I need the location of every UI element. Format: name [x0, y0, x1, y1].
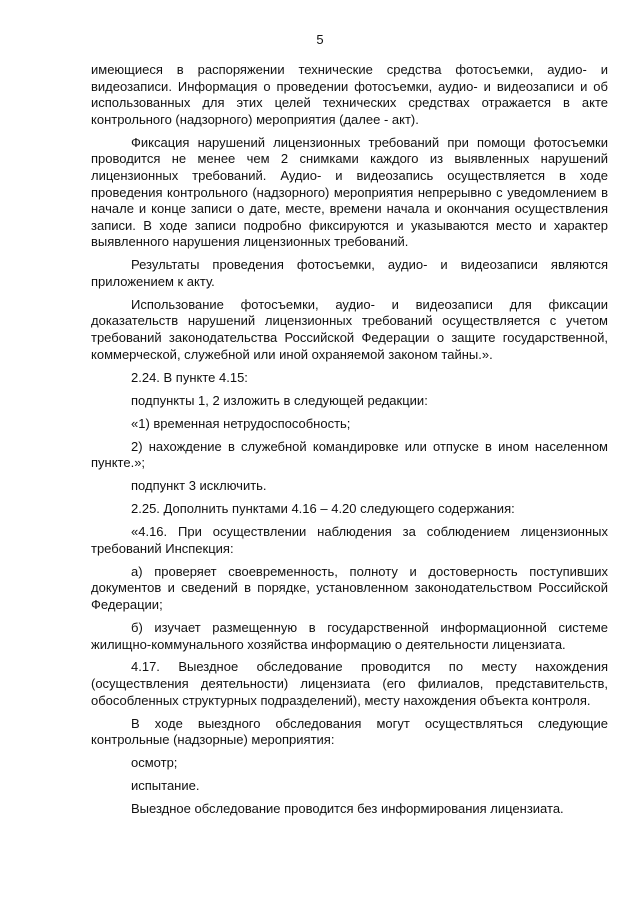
paragraph-onsite-measures: В ходе выездного обследования могут осуществляться следующие контрольные (надзорные) мероприятия:	[91, 715, 608, 748]
paragraph-results-attachment: Результаты проведения фотосъемки, аудио- и видеозаписи являются приложением к акту.	[91, 257, 608, 289]
paragraph-4-16: «4.16. При осуществлении наблюдения за соблюдением лицензионных требований Инспекция:	[91, 524, 608, 556]
paragraph-subitem-1: «1) временная нетрудоспособность;	[131, 415, 351, 431]
paragraph-testing: испытание.	[131, 778, 200, 794]
paragraph-photo-fixation: Фиксация нарушений лицензионных требований при помощи фотосъемки проводится не менее чем 2 снимками каждого из выявленных нарушений лицензионных требований. Аудио- и видеозапись осуществляется в ходе проведения контрольного (надзорного) мероприятия непрерывно с уведомлением в начале и конце записи о дате, месте, времени начала и окончания осуществления записи. В ходе записи подробно фиксируются и указываются место и характер выявленного нарушения лицензионных требований.	[91, 134, 608, 250]
paragraph-item-2-25: 2.25. Дополнить пунктами 4.16 – 4.20 следующего содержания:	[131, 501, 515, 517]
paragraph-subitem-3-exclude: подпункт 3 исключить.	[131, 478, 267, 494]
paragraph-subitem-2: 2) нахождение в служебной командировке или отпуске в ином населенном пункте.»;	[91, 438, 608, 471]
page-number: 5	[316, 32, 324, 47]
paragraph-evidence-use: Использование фотосъемки, аудио- и видеозаписи для фиксации доказательств нарушений лицензионных требований осуществляется с учетом требований законодательства Российской Федерации о защите государственной, коммерческой, служебной или иной охраняемой законом тайны.».	[91, 296, 608, 362]
paragraph-4-16-a: а) проверяет своевременность, полноту и достоверность поступивших документов и сведений в порядке, установленном законодательством Российской Федерации;	[91, 563, 608, 612]
document-body	[91, 62, 608, 824]
paragraph-4-16-b: б) изучает размещенную в государственной информационной системе жилищно-коммунального хозяйства информацию о деятельности лицензиата.	[91, 619, 608, 652]
paragraph-no-notification: Выездное обследование проводится без информирования лицензиата.	[131, 801, 564, 817]
paragraph-4-17: 4.17. Выездное обследование проводится по месту нахождения (осуществления деятельности) лицензиата (его филиалов, представительств, обособленных структурных подразделений), месту нахождения объекта контроля.	[91, 659, 608, 708]
paragraph-inspection: осмотр;	[131, 755, 178, 771]
paragraph-continuation: имеющиеся в распоряжении технические средства фотосъемки, аудио- и видеозаписи. Информация о проведении фотосъемки, аудио- и видеозаписи и об использованных для этих целей технических средствах отражается в акте контрольного (надзорного) мероприятия (далее - акт).	[91, 62, 608, 127]
paragraph-subitems-1-2: подпункты 1, 2 изложить в следующей редакции:	[131, 392, 428, 408]
paragraph-item-2-24: 2.24. В пункте 4.15:	[131, 369, 248, 385]
